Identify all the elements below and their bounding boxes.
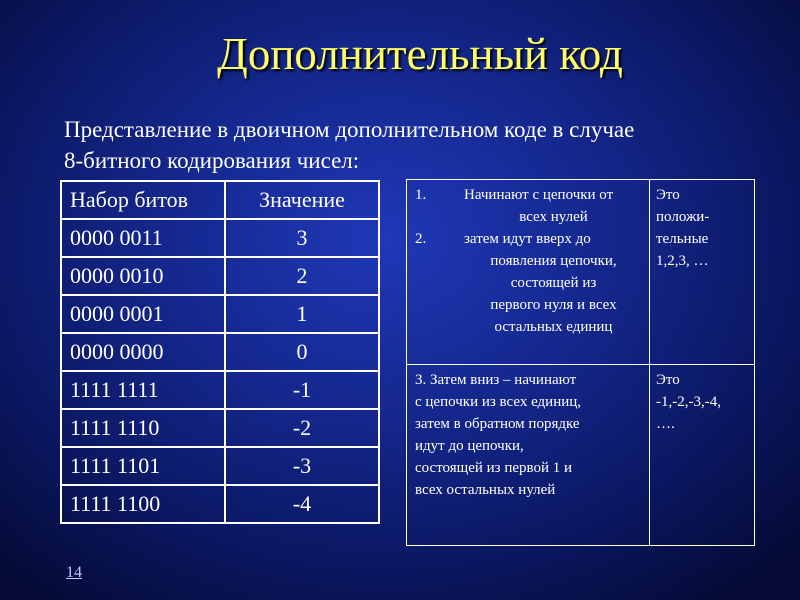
step-number: 2.	[415, 231, 427, 247]
cell-value: -2	[225, 409, 379, 447]
cell-bits: 1111 1111	[61, 371, 225, 409]
cell-bits: 1111 1110	[61, 409, 225, 447]
cell-line: положи-	[656, 209, 710, 225]
step-1	[415, 184, 643, 228]
cell-value: -1	[225, 371, 379, 409]
step-text: появления цепочки,	[490, 253, 617, 269]
table-row	[61, 219, 379, 257]
desc-row-positive	[407, 180, 755, 365]
cell-line: Это	[656, 187, 680, 203]
step-text: Начинают с цепочки от	[464, 187, 614, 203]
table-row	[61, 295, 379, 333]
cell-line: Это	[656, 372, 680, 388]
intro-line: Представление в двоичном дополнительном коде в случае	[64, 117, 635, 142]
cell-line: затем в обратном порядке	[415, 416, 580, 432]
step-2	[415, 228, 643, 338]
cell-value: -3	[225, 447, 379, 485]
table-row	[61, 333, 379, 371]
cell-bits: 1111 1100	[61, 485, 225, 523]
bits-value-table	[60, 180, 380, 524]
cell-bits: 0000 0010	[61, 257, 225, 295]
table-row	[61, 257, 379, 295]
cell-line: состоящей из первой 1 и	[415, 460, 573, 476]
cell-bits: 0000 0011	[61, 219, 225, 257]
cell-value: 3	[225, 219, 379, 257]
step-number: 1.	[415, 187, 427, 203]
cell-value: 2	[225, 257, 379, 295]
cell-bits: 1111 1101	[61, 447, 225, 485]
table-header-row	[61, 181, 379, 219]
step-text: состоящей из	[510, 275, 597, 291]
positive-values-cell	[650, 180, 755, 365]
cell-value: -4	[225, 485, 379, 523]
positive-steps-cell	[407, 180, 650, 365]
negative-steps-cell	[407, 365, 650, 546]
step-text: всех нулей	[519, 209, 588, 225]
table-row	[61, 371, 379, 409]
cell-line: ….	[656, 416, 675, 432]
intro-text	[64, 114, 784, 176]
header-value: Значение	[225, 181, 379, 219]
cell-line: 3. Затем вниз – начинают	[415, 372, 577, 388]
negative-values-cell	[650, 365, 755, 546]
page-number-link[interactable]: 14	[66, 564, 82, 581]
cell-bits: 0000 0001	[61, 295, 225, 333]
cell-value: 1	[225, 295, 379, 333]
cell-line: тельные	[656, 231, 709, 247]
cell-line: идут до цепочки,	[415, 438, 524, 454]
ordering-description-table	[406, 179, 755, 546]
table-row	[61, 409, 379, 447]
step-text: остальных единиц	[494, 319, 613, 335]
desc-row-negative	[407, 365, 755, 546]
intro-line: 8-битного кодирования чисел:	[64, 148, 360, 173]
table-row	[61, 447, 379, 485]
step-text: первого нуля и всех	[490, 297, 617, 313]
cell-line: всех остальных нулей	[415, 482, 556, 498]
cell-bits: 0000 0000	[61, 333, 225, 371]
header-bits: Набор битов	[61, 181, 225, 219]
cell-line: -1,-2,-3,-4,	[656, 394, 721, 410]
cell-line: с цепочки из всех единиц,	[415, 394, 582, 410]
step-text: затем идут вверх до	[464, 231, 591, 247]
cell-value: 0	[225, 333, 379, 371]
table-row	[61, 485, 379, 523]
slide-title: Дополнительный код	[217, 29, 623, 79]
cell-line: 1,2,3, …	[656, 253, 709, 269]
